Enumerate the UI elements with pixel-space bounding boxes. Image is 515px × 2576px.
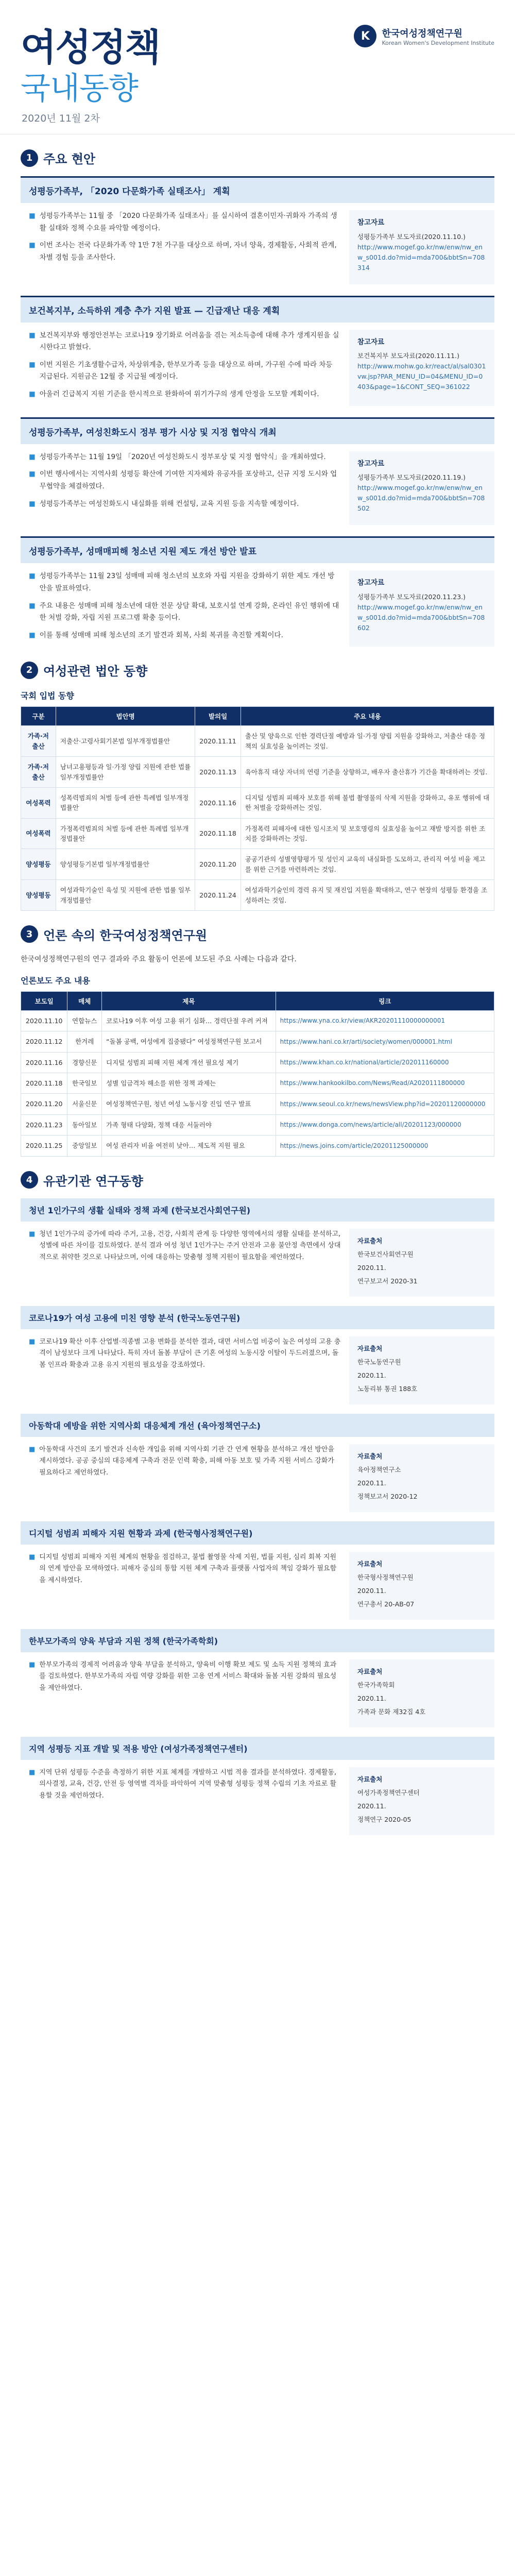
- paragraph-text: 이번 행사에서는 지역사회 성평등 확산에 기여한 지자체와 유공자를 포상하고, 신규 지정 도시와 업무협약을 체결하였다.: [39, 470, 337, 490]
- law-column-header: 발의일: [195, 707, 241, 726]
- table-row: [21, 1136, 494, 1156]
- bullet-row: [29, 1444, 341, 1479]
- bullet-icon: ■: [29, 360, 36, 369]
- paragraph-text: 성평등가족부는 11월 중 「2020 다문화가족 실태조사」를 실시하여 결혼이민자·귀화자 가족의 생활 실태와 정책 수요를 파악할 예정이다.: [39, 212, 337, 232]
- paragraph-text: 성평등가족부는 여성친화도시 내실화를 위해 컨설팅, 교육 지원 등을 지속할 예정이다.: [39, 499, 299, 508]
- research-source: [349, 1229, 494, 1297]
- research-item: [21, 1414, 494, 1514]
- news-reference: [349, 330, 494, 406]
- news-body: [21, 444, 494, 526]
- research-item: [21, 1737, 494, 1837]
- table-row: [21, 1114, 494, 1135]
- table-row: [21, 880, 494, 911]
- section2-subtitle: 국회 입법 동향: [21, 691, 74, 701]
- table-row: [21, 1010, 494, 1031]
- section3-subtitle: 언론보도 주요 내용: [21, 975, 90, 986]
- law-date: 2020.11.18: [195, 818, 241, 849]
- section1-heading: [21, 149, 494, 167]
- institute-logo: [354, 25, 494, 47]
- news-title: 성평등가족부, 여성친화도시 정부 평가 시상 및 지정 협약식 개최: [21, 419, 494, 444]
- bullet-icon: ■: [29, 1553, 36, 1561]
- paragraph-text: 주요 내용은 성매매 피해 청소년에 대한 전문 상담 확대, 보호시설 연계 강화, 온라인 유인 행위에 대한 처벌 강화, 자립 지원 프로그램 확충 등이다.: [39, 601, 339, 622]
- bullet-icon: ■: [29, 1768, 36, 1776]
- source-heading: 자료출처: [357, 1236, 383, 1245]
- law-category: 양성평등: [21, 849, 56, 880]
- source-line: 2020.11.: [357, 1802, 386, 1810]
- paragraph-text: 이번 지원은 기초생활수급자, 차상위계층, 한부모가족 등을 대상으로 하며, 가구원 수에 따라 차등 지급된다. 지원금은 12월 중 지급될 예정이다.: [39, 360, 333, 381]
- section4-number: 4: [21, 1171, 38, 1189]
- research-text: [21, 1659, 349, 1727]
- research-summary: 한부모가족의 경제적 어려움과 양육 부담을 분석하고, 양육비 이행 확보 제도 및 소득 지원 정책의 효과를 검토하였다. 한부모가족의 자립 역량 강화를 위한 고용 연계 서비스 확대와 돌봄 지원 강화의 필요성을 제안하였다.: [39, 1660, 337, 1692]
- table-row: [21, 818, 494, 849]
- press-title: 디지털 성범죄 피해 지원 체계 개선 필요성 제기: [102, 1052, 276, 1073]
- research-text: [21, 1229, 349, 1297]
- law-date: 2020.11.20: [195, 849, 241, 880]
- news-body: [21, 203, 494, 284]
- source-line: 2020.11.: [357, 1263, 386, 1272]
- reference-link[interactable]: http://www.mohw.go.kr/react/al/sal0301vw.jsp?PAR_MENU_ID=04&MENU_ID=0403&page=1&CONT_SEQ=361022: [357, 362, 486, 391]
- bullet-icon: ■: [29, 452, 36, 461]
- news-paragraph: [29, 388, 341, 401]
- research-title: 디지털 성범죄 피해자 지원 현황과 과제 (한국형사정책연구원): [21, 1521, 494, 1545]
- law-column-header: 법안명: [56, 707, 195, 726]
- research-item: [21, 1629, 494, 1730]
- news-paragraph: [29, 359, 341, 383]
- press-media: 한겨레: [67, 1031, 102, 1052]
- reference-source: 성평등가족부 보도자료(2020.11.19.): [357, 473, 466, 482]
- bullet-icon: ■: [29, 470, 36, 479]
- source-line: 가족과 문화 제32집 4호: [357, 1707, 426, 1716]
- bullet-row: [29, 468, 341, 493]
- reference-link[interactable]: http://www.mogef.go.kr/nw/enw/nw_enw_s001d.do?mid=mda700&bbtSn=708602: [357, 603, 485, 632]
- source-heading: 자료출처: [357, 1452, 383, 1460]
- news-text: [21, 330, 349, 406]
- research-source: [349, 1336, 494, 1404]
- project-list: [0, 1198, 515, 1837]
- press-column-header: 매체: [67, 991, 102, 1010]
- press-media: 경향신문: [67, 1052, 102, 1073]
- research-title: 아동학대 예방을 위한 지역사회 대응체계 개선 (육아정책연구소): [21, 1414, 494, 1437]
- bullet-icon: ■: [29, 212, 36, 220]
- reference-link[interactable]: http://www.mogef.go.kr/nw/enw/nw_enw_s001d.do?mid=mda700&bbtSn=708502: [357, 484, 485, 513]
- press-link[interactable]: https://www.hankookilbo.com/News/Read/A2020111800000: [276, 1073, 494, 1094]
- bullet-icon: ■: [29, 241, 36, 250]
- news-text: [21, 570, 349, 647]
- section4-heading: [21, 1171, 494, 1189]
- research-body: [21, 1545, 494, 1622]
- press-date: 2020.11.20: [21, 1094, 67, 1114]
- news-text: [21, 451, 349, 526]
- issue-date: 2020년 11월 2차: [22, 113, 100, 124]
- news-body: [21, 563, 494, 647]
- bullet-row: [29, 1229, 341, 1264]
- reference-heading: 참고자료: [357, 459, 385, 468]
- source-line: 한국보건사회연구원: [357, 1250, 414, 1258]
- table-row: [21, 787, 494, 818]
- research-summary: 코로나19 확산 이후 산업별·직종별 고용 변화를 분석한 결과, 대면 서비스업 비중이 높은 여성의 고용 충격이 남성보다 크게 나타났다. 특히 자녀 돌봄 부담이 큰 기혼 여성의 노동시장 이탈이 두드러졌으며, 돌봄 인프라 확충과 고용 유지 지원의 필요성을 강조하였다.: [39, 1337, 341, 1369]
- law-category: 가족·저출산: [21, 757, 56, 788]
- bullet-icon: ■: [29, 331, 36, 340]
- bullet-icon: ■: [29, 390, 36, 399]
- paragraph-text: 아울러 긴급복지 지원 기준을 한시적으로 완화하여 위기가구의 생계 안정을 도모할 계획이다.: [39, 390, 319, 399]
- press-date: 2020.11.25: [21, 1136, 67, 1156]
- bullet-row: [29, 570, 341, 595]
- research-title: 청년 1인가구의 생활 실태와 정책 과제 (한국보건사회연구원): [21, 1198, 494, 1222]
- table-row: [21, 849, 494, 880]
- logo-sub: Korean Women's Development Institute: [382, 39, 494, 46]
- bullet-icon: ■: [29, 499, 36, 508]
- research-source: [349, 1659, 494, 1727]
- news-reference: [349, 210, 494, 284]
- reference-heading: 참고자료: [357, 579, 385, 587]
- source-line: 육아정책연구소: [357, 1465, 401, 1473]
- paragraph-text: 보건복지부와 행정안전부는 코로나19 장기화로 어려움을 겪는 저소득층에 대해 추가 생계지원을 실시한다고 밝혔다.: [39, 331, 339, 352]
- research-body: [21, 1760, 494, 1837]
- press-media: 서울신문: [67, 1094, 102, 1114]
- press-title: 가족 형태 다양화, 정책 대응 서둘러야: [102, 1114, 276, 1135]
- section3-number: 3: [21, 925, 38, 943]
- press-table: [21, 991, 494, 1157]
- bullet-row: [29, 451, 341, 464]
- press-media: 연합뉴스: [67, 1010, 102, 1031]
- news-list: [0, 176, 515, 647]
- research-text: [21, 1336, 349, 1404]
- law-category: 양성평등: [21, 880, 56, 911]
- source-line: 연구보고서 2020-31: [357, 1277, 418, 1285]
- table-row: [21, 1052, 494, 1073]
- source-line: 한국형사정책연구원: [357, 1573, 414, 1581]
- news-paragraph: [29, 210, 341, 234]
- news-paragraph: [29, 498, 341, 511]
- news-reference: [349, 570, 494, 647]
- source-line: 한국가족학회: [357, 1681, 395, 1689]
- research-summary: 지역 단위 성평등 수준을 측정하기 위한 지표 체계를 개발하고 시범 적용 결과를 분석하였다. 경제활동, 의사결정, 교육, 건강, 안전 등 영역별 격차를 파악하여 지역 맞춤형 성평등 정책 수립의 기초 자료로 활용할 것을 제언하였다.: [39, 1768, 337, 1800]
- law-category: 여성폭력: [21, 818, 56, 849]
- research-title: 한부모가족의 양육 부담과 지원 정책 (한국가족학회): [21, 1629, 494, 1652]
- bullet-icon: ■: [29, 572, 36, 581]
- law-name: 성폭력범죄의 처벌 등에 관한 특례법 일부개정법률안: [56, 787, 195, 818]
- law-date: 2020.11.13: [195, 757, 241, 788]
- law-column-header: 주요 내용: [241, 707, 494, 726]
- law-description: 가정폭력 피해자에 대한 임시조치 및 보호명령의 실효성을 높이고 재발 방지를 위한 조치를 강화하려는 것임.: [241, 818, 494, 849]
- section2-number: 2: [21, 662, 38, 679]
- paragraph-text: 이번 조사는 전국 다문화가족 약 1만 7천 가구를 대상으로 하며, 자녀 양육, 경제활동, 사회적 관계, 차별 경험 등을 조사한다.: [39, 241, 337, 262]
- press-link[interactable]: https://www.seoul.co.kr/news/newsView.php?id=20201120000000: [276, 1094, 494, 1114]
- section2-heading: [21, 661, 494, 679]
- research-body: [21, 1437, 494, 1514]
- source-heading: 자료출처: [357, 1344, 383, 1352]
- bullet-icon: ■: [29, 1337, 36, 1346]
- law-name: 여성과학기술인 육성 및 지원에 관한 법률 일부개정법률안: [56, 880, 195, 911]
- bullet-row: [29, 1552, 341, 1587]
- press-link[interactable]: https://www.donga.com/news/article/all/20201123/000000: [276, 1114, 494, 1135]
- law-description: 육아휴직 대상 자녀의 연령 기준을 상향하고, 배우자 출산휴가 기간을 확대하려는 것임.: [241, 757, 494, 788]
- news-paragraph: [29, 630, 341, 642]
- research-title: 코로나19가 여성 고용에 미친 영향 분석 (한국노동연구원): [21, 1306, 494, 1329]
- law-description: 공공기관의 성별영향평가 및 성인지 교육의 내실화를 도모하고, 관리직 여성 비율 제고를 위한 근거를 마련하려는 것임.: [241, 849, 494, 880]
- reference-heading: 참고자료: [357, 218, 385, 227]
- press-title: 여성정책연구원, 청년 여성 노동시장 진입 연구 발표: [102, 1094, 276, 1114]
- research-title: 지역 성평등 지표 개발 및 적용 방안 (여성가족정책연구센터): [21, 1737, 494, 1760]
- bullet-row: [29, 1336, 341, 1371]
- press-table-wrap: [21, 991, 494, 1157]
- press-title: 코로나19 이후 여성 고용 위기 심화… 경력단절 우려 커져: [102, 1010, 276, 1031]
- news-item: [21, 176, 494, 284]
- research-body: [21, 1652, 494, 1730]
- logo-name: 한국여성정책연구원: [382, 28, 462, 39]
- section1-title: 주요 현안: [43, 152, 96, 166]
- law-table: [21, 706, 494, 911]
- bullet-row: [29, 388, 341, 401]
- press-link[interactable]: https://news.joins.com/article/20201125000000: [276, 1136, 494, 1156]
- bullet-icon: ■: [29, 631, 36, 639]
- law-name: 저출산·고령사회기본법 일부개정법률안: [56, 726, 195, 757]
- news-title: 성평등가족부, 「2020 다문화가족 실태조사」 계획: [21, 178, 494, 203]
- news-paragraph: [29, 570, 341, 595]
- research-text: [21, 1444, 349, 1512]
- research-summary: 디지털 성범죄 피해자 지원 체계의 현황을 점검하고, 불법 촬영물 삭제 지원, 법률 지원, 심리 회복 지원의 연계 방안을 모색하였다. 피해자 중심의 통합 지원 체계 구축과 플랫폼 사업자의 책임 강화가 필요함을 제시하였다.: [39, 1553, 337, 1585]
- news-text: [21, 210, 349, 284]
- law-description: 출산 및 양육으로 인한 경력단절 예방과 일·가정 양립 지원을 강화하고, 저출산 대응 정책의 실효성을 높이려는 것임.: [241, 726, 494, 757]
- reference-heading: 참고자료: [357, 337, 385, 346]
- press-column-header: 제목: [102, 991, 276, 1010]
- bullet-icon: ■: [29, 1660, 36, 1669]
- section2-title: 여성관련 법안 동향: [43, 664, 148, 679]
- bullet-row: [29, 600, 341, 624]
- research-source: [349, 1444, 494, 1512]
- title-line2: 국내동향: [21, 71, 138, 107]
- news-paragraph: [29, 600, 341, 624]
- source-line: 연구총서 20-AB-07: [357, 1600, 415, 1608]
- bullet-icon: ■: [29, 1445, 36, 1453]
- press-title: “돌봄 공백, 여성에게 집중됐다” 여성정책연구원 보고서: [102, 1031, 276, 1052]
- press-media: 한국일보: [67, 1073, 102, 1094]
- law-date: 2020.11.24: [195, 880, 241, 911]
- research-body: [21, 1329, 494, 1406]
- press-link[interactable]: https://www.hani.co.kr/arti/society/women/000001.html: [276, 1031, 494, 1052]
- research-text: [21, 1552, 349, 1620]
- law-date: 2020.11.11: [195, 726, 241, 757]
- bullet-row: [29, 630, 341, 642]
- source-line: 정책연구 2020-05: [357, 1815, 411, 1823]
- source-heading: 자료출처: [357, 1560, 383, 1568]
- source-line: 2020.11.: [357, 1694, 386, 1702]
- section4-title: 유관기관 연구동향: [43, 1174, 143, 1189]
- source-line: 2020.11.: [357, 1479, 386, 1487]
- source-heading: 자료출처: [357, 1775, 383, 1783]
- press-date: 2020.11.12: [21, 1031, 67, 1052]
- source-line: 한국노동연구원: [357, 1358, 401, 1366]
- paragraph-text: 이를 통해 성매매 피해 청소년의 조기 발견과 회복, 사회 복귀를 촉진할 계획이다.: [39, 631, 283, 639]
- bullet-row: [29, 359, 341, 383]
- section3-heading: [21, 925, 494, 943]
- paragraph-text: 성평등가족부는 11월 23일 성매매 피해 청소년의 보호와 자립 지원을 강화하기 위한 제도 개선 방안을 발표하였다.: [39, 572, 335, 592]
- press-date: 2020.11.10: [21, 1010, 67, 1031]
- table-row: [21, 1031, 494, 1052]
- news-item: [21, 296, 494, 406]
- law-name: 양성평등기본법 일부개정법률안: [56, 849, 195, 880]
- law-category: 여성폭력: [21, 787, 56, 818]
- source-line: 노동리뷰 통권 188호: [357, 1384, 418, 1393]
- research-summary: 청년 1인가구의 증가에 따라 주거, 고용, 건강, 사회적 관계 등 다양한 영역에서의 생활 실태를 분석하고, 성별에 따른 차이를 검토하였다. 분석 결과 여성 청년 1인가구는 주거 안전과 고용 불안정 측면에서 상대적으로 취약한 것으로 나타났으며, 이에 대응하는 맞춤형 정책 지원이 필요함을 제언하였다.: [39, 1230, 341, 1262]
- law-column-header: 구분: [21, 707, 56, 726]
- source-line: 정책보고서 2020-12: [357, 1492, 418, 1500]
- table-row: [21, 726, 494, 757]
- source-heading: 자료출처: [357, 1667, 383, 1675]
- law-category: 가족·저출산: [21, 726, 56, 757]
- press-title: 여성 관리자 비율 여전히 낮아… 제도적 지원 필요: [102, 1136, 276, 1156]
- section1-number: 1: [21, 149, 38, 167]
- news-item: [21, 417, 494, 526]
- law-name: 가정폭력범죄의 처벌 등에 관한 특례법 일부개정법률안: [56, 818, 195, 849]
- section3-intro: 한국여성정책연구원의 연구 결과와 주요 활동이 언론에 보도된 주요 사례는 다음과 같다.: [21, 955, 297, 963]
- news-title: 보건복지부, 소득하위 계층 추가 지원 발표 — 긴급재난 대응 계획: [21, 297, 494, 323]
- press-date: 2020.11.16: [21, 1052, 67, 1073]
- research-item: [21, 1521, 494, 1622]
- header: [0, 0, 515, 134]
- reference-source: 성평등가족부 보도자료(2020.11.10.): [357, 232, 466, 241]
- bullet-row: [29, 1767, 341, 1802]
- press-link[interactable]: https://www.yna.co.kr/view/AKR20201110000000001: [276, 1010, 494, 1031]
- title-line1: 여성정책: [21, 26, 160, 69]
- research-item: [21, 1198, 494, 1299]
- news-title: 성평등가족부, 성매매피해 청소년 지원 제도 개선 방안 발표: [21, 538, 494, 563]
- news-paragraph: [29, 451, 341, 464]
- research-summary: 아동학대 사건의 조기 발견과 신속한 개입을 위해 지역사회 기관 간 연계 현황을 분석하고 개선 방안을 제시하였다. 공공 중심의 대응체계 구축과 전문 인력 확충, 피해 아동 보호 및 가족 지원 서비스 강화가 필요하다고 제언하였다.: [39, 1445, 335, 1477]
- news-paragraph: [29, 240, 341, 264]
- paragraph-text: 성평등가족부는 11월 19일 「2020년 여성친화도시 정부포상 및 지정 협약식」을 개최하였다.: [39, 452, 326, 461]
- bullet-row: [29, 210, 341, 234]
- research-source: [349, 1552, 494, 1620]
- law-description: 디지털 성범죄 피해자 보호를 위해 불법 촬영물의 삭제 지원을 강화하고, 유포 행위에 대한 처벌을 강화하려는 것임.: [241, 787, 494, 818]
- table-row: [21, 1094, 494, 1114]
- press-date: 2020.11.23: [21, 1114, 67, 1135]
- source-line: 여성가족정책연구센터: [357, 1788, 420, 1797]
- bullet-icon: ■: [29, 601, 36, 610]
- law-name: 남녀고용평등과 일·가정 양립 지원에 관한 법률 일부개정법률안: [56, 757, 195, 788]
- reference-source: 보건복지부 보도자료(2020.11.11.): [357, 352, 459, 360]
- law-table-wrap: [21, 706, 494, 911]
- table-row: [21, 1073, 494, 1094]
- press-media: 중앙일보: [67, 1136, 102, 1156]
- press-date: 2020.11.18: [21, 1073, 67, 1094]
- press-column-header: 보도일: [21, 991, 67, 1010]
- logo-mark-icon: K: [354, 25, 376, 47]
- source-line: 2020.11.: [357, 1371, 386, 1379]
- research-source: [349, 1767, 494, 1835]
- table-row: [21, 757, 494, 788]
- reference-source: 성평등가족부 보도자료(2020.11.23.): [357, 592, 466, 601]
- bullet-icon: ■: [29, 1230, 36, 1238]
- research-text: [21, 1767, 349, 1835]
- press-media: 동아일보: [67, 1114, 102, 1135]
- press-link[interactable]: https://www.khan.co.kr/national/article/202011160000: [276, 1052, 494, 1073]
- bullet-row: [29, 240, 341, 264]
- source-line: 2020.11.: [357, 1586, 386, 1595]
- bullet-row: [29, 498, 341, 511]
- bullet-row: [29, 330, 341, 354]
- section3-title: 언론 속의 한국여성정책연구원: [43, 928, 208, 943]
- press-title: 성별 임금격차 해소를 위한 정책 과제는: [102, 1073, 276, 1094]
- law-date: 2020.11.16: [195, 787, 241, 818]
- news-paragraph: [29, 468, 341, 493]
- press-column-header: 링크: [276, 991, 494, 1010]
- news-item: [21, 536, 494, 647]
- reference-link[interactable]: http://www.mogef.go.kr/nw/enw/nw_enw_s001d.do?mid=mda700&bbtSn=708314: [357, 243, 485, 272]
- research-body: [21, 1222, 494, 1299]
- law-description: 여성과학기술인의 경력 유지 및 재진입 지원을 확대하고, 연구 현장의 성평등 환경을 조성하려는 것임.: [241, 880, 494, 911]
- news-paragraph: [29, 330, 341, 354]
- news-body: [21, 323, 494, 406]
- research-item: [21, 1306, 494, 1406]
- news-reference: [349, 451, 494, 526]
- bullet-row: [29, 1659, 341, 1694]
